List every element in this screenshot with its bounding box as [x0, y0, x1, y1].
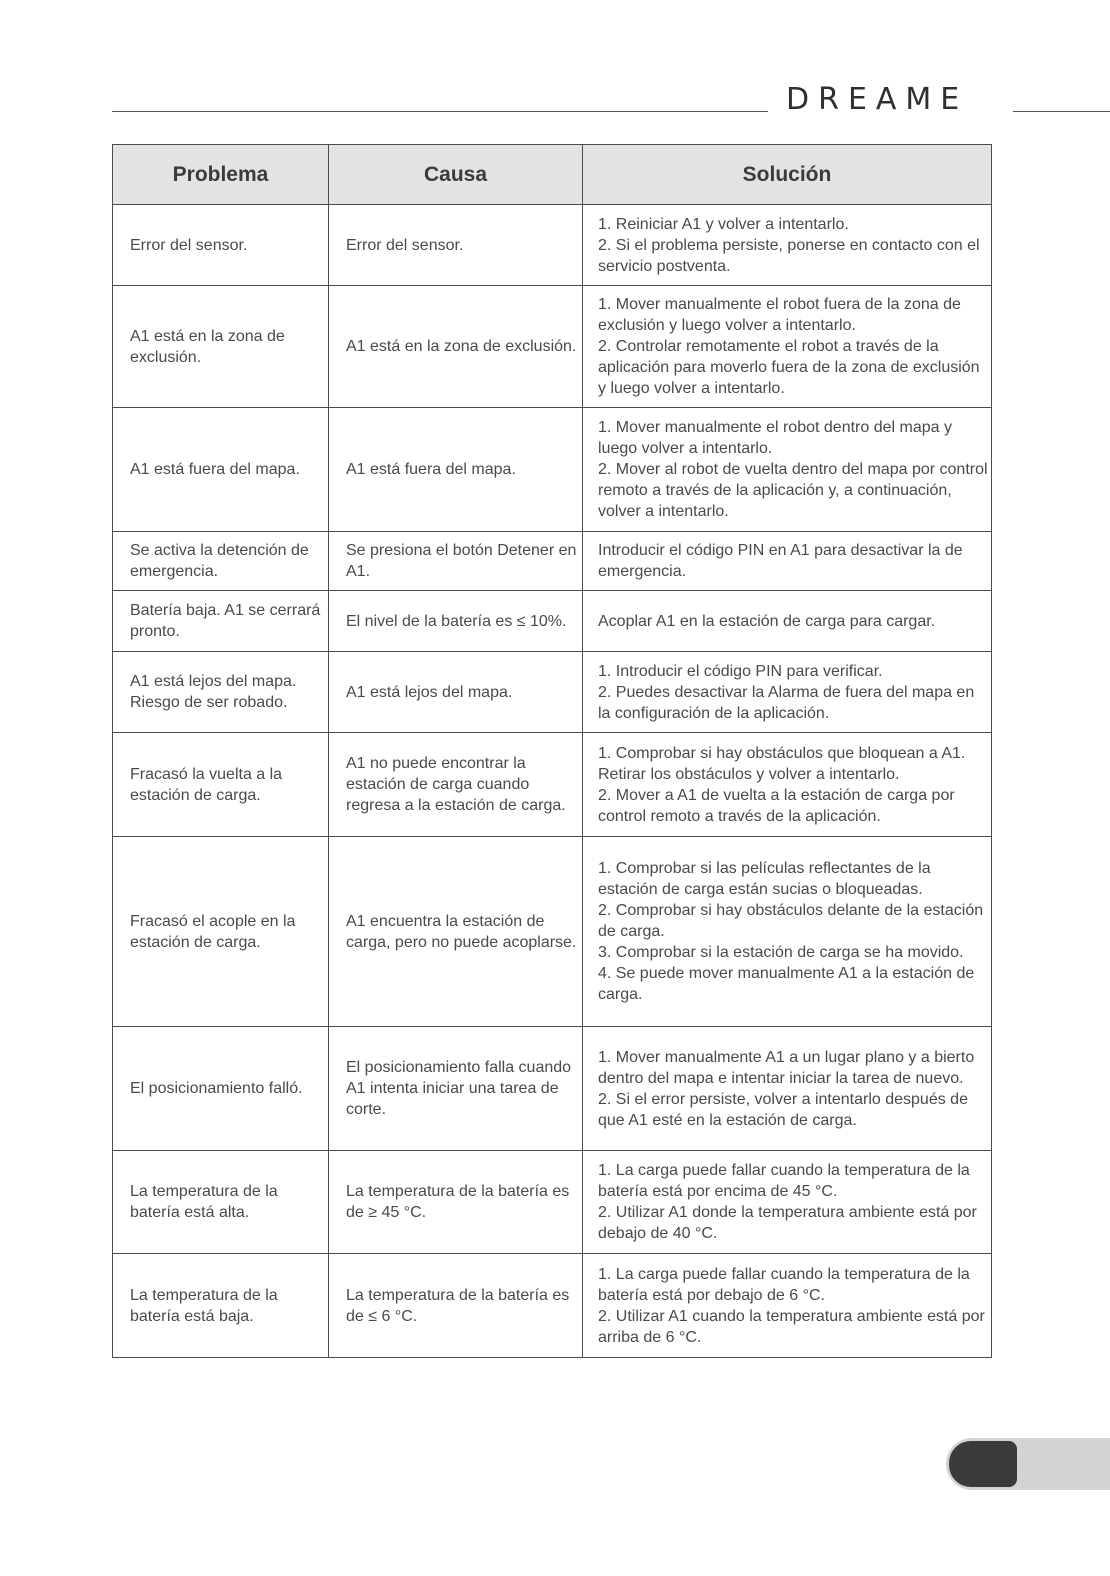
solution-cell: [583, 1254, 992, 1358]
solution-line: 2. Comprobar si hay obstáculos delante de la estación de carga.: [598, 902, 984, 940]
cause-cell: A1 está lejos del mapa.: [329, 652, 583, 733]
header-rule-right: [1013, 111, 1110, 112]
solution-line: 3. Comprobar si la estación de carga se ha movido.: [598, 944, 964, 961]
solution-line: 1. Mover manualmente A1 a un lugar plano y a bierto dentro del mapa e intentar iniciar la tarea de nuevo.: [598, 1048, 975, 1087]
solution-line: 2. Si el error persiste, volver a intentarlo después de que A1 esté en la estación de carga.: [598, 1090, 968, 1129]
solution-line: 1. La carga puede fallar cuando la temperatura de la batería está por debajo de 6 °C.: [598, 1265, 970, 1304]
header-solution: Solución: [583, 145, 992, 205]
solution-line: 2. Utilizar A1 donde la temperatura ambiente está por debajo de 40 °C.: [598, 1204, 977, 1242]
cause-cell: Error del sensor.: [329, 205, 583, 286]
problem-cell: El posicionamiento falló.: [113, 1027, 329, 1151]
solution-line: Acoplar A1 en la estación de carga para cargar.: [598, 612, 936, 630]
cause-cell: A1 está en la zona de exclusión.: [329, 286, 583, 408]
solution-line: 2. Puedes desactivar la Alarma de fuera del mapa en la configuración de la aplicación.: [598, 683, 975, 722]
problem-cell: Se activa la detención de emergencia.: [113, 532, 329, 591]
solution-cell: [583, 1151, 992, 1254]
solution-cell: [583, 652, 992, 733]
problem-cell: Error del sensor.: [113, 205, 329, 286]
problem-cell: La temperatura de la batería está baja.: [113, 1254, 329, 1358]
problem-cell: Fracasó el acople en la estación de carga.: [113, 837, 329, 1027]
table-row: [113, 532, 992, 591]
problem-cell: Fracasó la vuelta a la estación de carga.: [113, 733, 329, 837]
solution-cell: [583, 733, 992, 837]
problem-cell: A1 está fuera del mapa.: [113, 408, 329, 532]
header-problem: Problema: [113, 145, 329, 205]
solution-line: Introducir el código PIN en A1 para desactivar la de emergencia.: [598, 542, 963, 580]
solution-line: 2. Si el problema persiste, ponerse en contacto con el servicio postventa.: [598, 236, 980, 275]
solution-line: 1. Comprobar si hay obstáculos que bloquean a A1. Retirar los obstáculos y volver a intentarlo.: [598, 744, 966, 783]
table-row: [113, 837, 992, 1027]
problem-cell: Batería baja. A1 se cerrará pronto.: [113, 591, 329, 652]
solution-line: 2. Mover a A1 de vuelta a la estación de carga por control remoto a través de la aplicación.: [598, 786, 955, 825]
cause-cell: El nivel de la batería es ≤ 10%.: [329, 591, 583, 652]
table-row: [113, 408, 992, 532]
page-tab-highlight: [949, 1441, 1017, 1487]
solution-cell: [583, 1027, 992, 1151]
solution-cell: [583, 837, 992, 1027]
table-header-row: [113, 145, 992, 205]
solution-line: 1. Reiniciar A1 y volver a intentarlo.: [598, 215, 849, 233]
solution-line: 2. Utilizar A1 cuando la temperatura ambiente está por arriba de 6 °C.: [598, 1307, 985, 1346]
table-row: [113, 205, 992, 286]
cause-cell: La temperatura de la batería es de ≤ 6 °C.: [329, 1254, 583, 1358]
solution-line: 2. Controlar remotamente el robot a través de la aplicación para moverlo fuera de la zona de exclusión y luego volver a intentarlo.: [598, 338, 980, 397]
cause-cell: La temperatura de la batería es de ≥ 45 °C.: [329, 1151, 583, 1254]
solution-line: 1. Mover manualmente el robot fuera de la zona de exclusión y luego volver a intentarlo.: [598, 296, 961, 334]
solution-line: 1. Mover manualmente el robot dentro del mapa y luego volver a intentarlo.: [598, 419, 952, 457]
problem-cell: La temperatura de la batería está alta.: [113, 1151, 329, 1254]
brand-logo: DREAME: [786, 82, 969, 117]
cause-cell: Se presiona el botón Detener en A1.: [329, 532, 583, 591]
solution-line: 1. La carga puede fallar cuando la temperatura de la batería está por encima de 45 °C.: [598, 1162, 970, 1200]
solution-cell: [583, 408, 992, 532]
solution-cell: [583, 286, 992, 408]
solution-cell: [583, 205, 992, 286]
header-cause: Causa: [329, 145, 583, 205]
problem-cell: A1 está en la zona de exclusión.: [113, 286, 329, 408]
solution-line: 1. Introducir el código PIN para verificar.: [598, 662, 883, 680]
solution-cell: [583, 532, 992, 591]
cause-cell: A1 no puede encontrar la estación de carga cuando regresa a la estación de carga.: [329, 733, 583, 837]
cause-cell: A1 está fuera del mapa.: [329, 408, 583, 532]
cause-cell: El posicionamiento falla cuando A1 intenta iniciar una tarea de corte.: [329, 1027, 583, 1151]
table-row: [113, 733, 992, 837]
table-row: [113, 1027, 992, 1151]
problem-cell: A1 está lejos del mapa. Riesgo de ser robado.: [113, 652, 329, 733]
table-row: [113, 1151, 992, 1254]
header-rule-left: [112, 111, 768, 112]
table-row: [113, 1254, 992, 1358]
solution-line: 2. Mover al robot de vuelta dentro del mapa por control remoto a través de la aplicación y, a continuación, volver a intentarlo.: [598, 461, 988, 520]
cause-cell: A1 encuentra la estación de carga, pero no puede acoplarse.: [329, 837, 583, 1027]
solution-cell: [583, 591, 992, 652]
table-row: [113, 286, 992, 408]
table-row: [113, 591, 992, 652]
solution-line: 4. Se puede mover manualmente A1 a la estación de carga.: [598, 965, 975, 1003]
table-row: [113, 652, 992, 733]
troubleshooting-table: [112, 144, 992, 1358]
solution-line: 1. Comprobar si las películas reflectantes de la estación de carga están sucias o bloqueadas.: [598, 860, 931, 898]
page-tab-marker: [946, 1438, 1110, 1490]
